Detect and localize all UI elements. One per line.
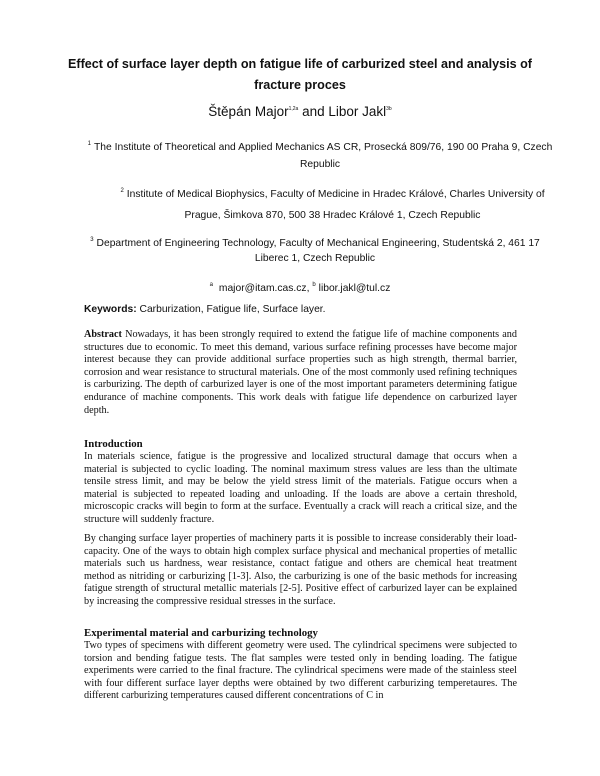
abstract [84,329,517,417]
affiliation-1-mark: 1 [87,141,92,147]
keywords [84,303,524,317]
introduction-heading: Introduction [84,438,143,450]
email-b[interactable]: libor.jakl@tul.cz [318,283,391,294]
abstract-label: Abstract [84,329,122,340]
experimental-paragraph-1: Two types of specimens with different geometry were used. The cylindrical specimens were subjected to torsion and bending fatigue tests. The flat samples were tested only in bending loading. The fatigue experiments were carried to the final fracture. The cylindrical specimens were made of the stainless steel with four different surface layer depths were obtained by two different carburizing temperetaures. The different carburizing temperatures caused different concentrations of C in [84,640,517,702]
author-line [0,100,600,121]
author-2-name: Libor Jakl [328,104,387,119]
email-b-mark: b [312,282,316,288]
affiliation-3-mark: 3 [90,237,94,243]
keywords-text: Carburization, Fatigue life, Surface layer. [136,304,326,315]
author-connector: and [298,104,329,119]
affiliation-1-text: The Institute of Theoretical and Applied Mechanics AS CR, Prosecká 809/76, 190 00 Praha 9, Czech Republic [94,142,553,170]
author-1-marks: 1,2a [288,106,299,112]
email-line [150,277,450,297]
affiliation-3-text: Department of Engineering Technology, Faculty of Mechanical Engineering, Studentská 2, 461 17 Liberec 1, Czech Republic [96,238,540,264]
author-1-name: Štěpán Major [208,104,289,119]
keywords-label: Keywords: [84,304,137,315]
affiliation-1 [85,136,555,173]
affiliation-2-mark: 2 [120,188,124,194]
affiliation-3 [80,233,550,266]
affiliation-2 [115,181,550,226]
affiliation-2-text: Institute of Medical Biophysics, Faculty of Medicine in Hradec Králové, Charles University of Prague, Šimkova 870, 500 38 Hradec Králové 1, Czech Republic [126,189,545,221]
abstract-text: Nowadays, it has been strongly required to extend the fatigue life of machine components and structures due to economic. To meet this demand, various surface refining processes have become major interest because they can provide additional surface properties such as high strength, thermal barrier, corrosion and wear resistance to structural materials. One of the most commonly used refining techniques is carburizing. The depth of carburized layer is one of the most important parameters determining fatigue endurance of machine components. This work deals with fatigue life dependence on carburized layer depth. [84,329,517,416]
paper-title: Effect of surface layer depth on fatigue life of carburized steel and analysis of fracture proces [68,57,532,92]
introduction-paragraph-2: By changing surface layer properties of machinery parts it is possible to increase considerably their load-capacity. One of the ways to obtain high complex surface physical and mechanical properties of metallic materials such us hardness, wear resistance, contact fatigue and others are chemical heat treatment method as nitriding or carburizing [1-3]. Also, the carburizing is one of the basic methods for increasing fatigue strength of structural metallic materials [2-5]. Positive effect of carburized layer can be explained by increasing the compressive residual stresses in the surface. [84,533,517,607]
email-a-mark: a [209,282,213,288]
introduction-paragraph-1: In materials science, fatigue is the progressive and localized structural damage that occurs when a material is subjected to cyclic loading. The nominal maximum stress values are less than the ultimate tensile stress limit, and may be below the yield stress limit of the materials. Fatigue occurs when a material is subjected to repeated loading and unloading. If the loads are above a certain threshold, microscopic cracks will begin to form at the surface. Eventually a crack will reach a critical size, and the structure will suddenly fracture. [84,451,517,525]
experimental-heading: Experimental material and carburizing technology [84,627,318,639]
author-2-marks: 3b [386,106,392,112]
email-a[interactable]: major@itam.cas.cz, [218,283,310,294]
